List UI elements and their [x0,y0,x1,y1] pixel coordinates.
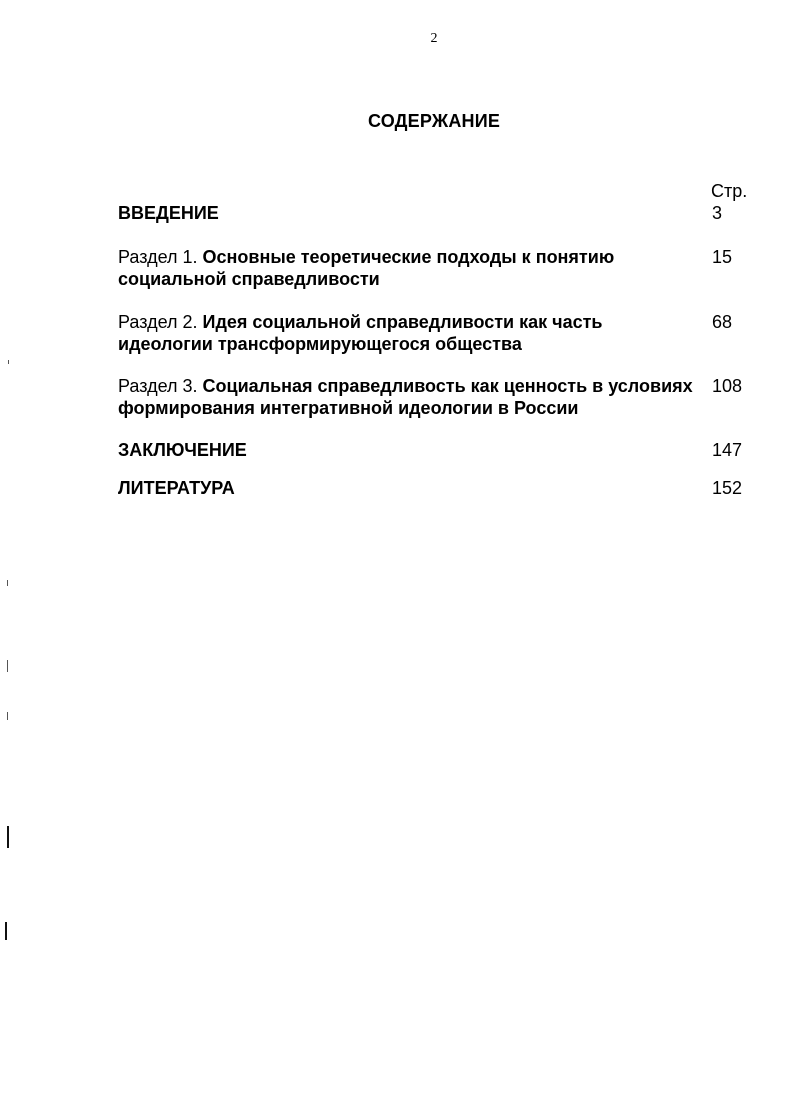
toc-entry-page: 108 [712,376,743,396]
toc-entry-page: 147 [712,440,743,460]
toc-entry-page: 68 [712,312,733,332]
toc-entry-title: ЛИТЕРАТУРА [118,478,235,498]
toc-entry-conclusion [118,439,698,461]
scan-mark [7,660,8,672]
toc-entry-section-1 [118,246,698,290]
scan-mark [7,580,8,586]
toc-entry-page: 15 [712,247,733,267]
scan-mark [7,826,9,848]
toc-entry-introduction [118,202,698,224]
toc-entry-page: 152 [712,478,743,498]
toc-entry-references [118,477,698,499]
page-title: СОДЕРЖАНИЕ [367,111,501,131]
scan-mark [8,360,9,364]
scan-mark [7,712,8,720]
toc-entry-prefix: Раздел 3. [118,376,203,396]
page-number: 2 [430,31,438,46]
toc-entry-section-3 [118,375,708,419]
toc-entry-page: 3 [712,203,723,223]
toc-entry-prefix: Раздел 2. [118,312,203,332]
toc-entry-title: Идея социальной справедливости как часть идеологии трансформирующегося общества [118,312,603,354]
scan-mark [5,922,7,940]
toc-entry-section-2 [118,311,698,355]
pages-column-header: Стр. [711,181,748,201]
toc-entry-title: ВВЕДЕНИЕ [118,203,219,223]
toc-entry-title: ЗАКЛЮЧЕНИЕ [118,440,247,460]
toc-entry-title: Социальная справедливость как ценность в условиях формирования интегративной идеологии в России [118,376,693,418]
toc-entry-title: Основные теоретические подходы к понятию социальной справедливости [118,247,615,289]
toc-entry-prefix: Раздел 1. [118,247,203,267]
